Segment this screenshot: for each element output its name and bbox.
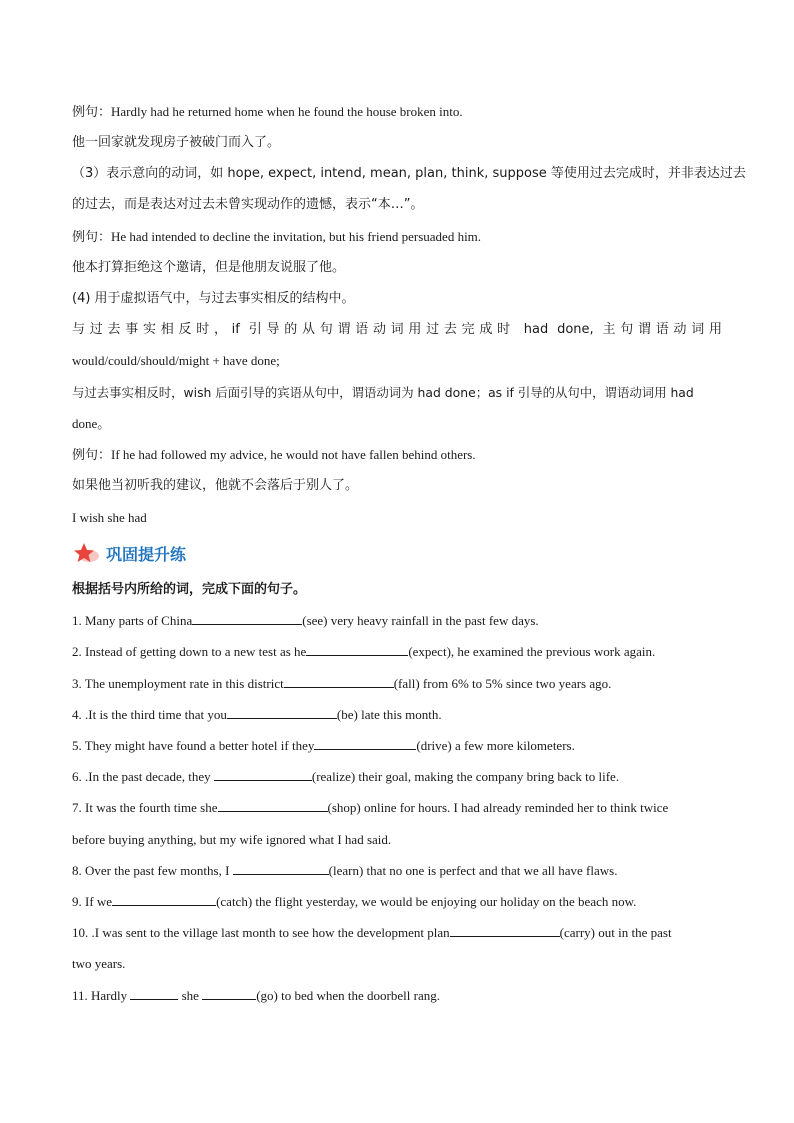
rule-if-clause-cont: would/could/should/might + have done; [72, 353, 280, 368]
section-title: 巩固提升练 [106, 544, 187, 564]
rule-point-3-cont: 的过去，而是表达对过去未曾实现动作的遗憾，表示“本…”。 [72, 197, 424, 212]
exercise-item: 4. .It is the third time that you (be) late this month. [72, 707, 442, 722]
answer-blank[interactable] [112, 893, 216, 906]
answer-blank[interactable] [314, 737, 416, 750]
answer-blank[interactable] [233, 862, 329, 875]
example-translation: 如果他当初听我的建议，他就不会落后于别人了。 [72, 478, 359, 493]
star-icon [72, 541, 100, 565]
exercise-item: 2. Instead of getting down to a new test as he (expect), he examined the previous work again. [72, 644, 656, 659]
rule-point-4: (4) 用于虚拟语气中，与过去事实相反的结构中。 [72, 291, 355, 306]
exercise-item-cont: two years. [72, 956, 126, 971]
answer-blank[interactable] [218, 799, 328, 812]
answer-blank[interactable] [202, 987, 256, 1000]
exercise-item: 1. Many parts of China (see) very heavy rainfall in the past few days. [72, 613, 539, 628]
example-translation: 他一回家就发现房子被破门而入了。 [72, 135, 281, 150]
rule-if-clause: 与过去事实相反时，if 引导的从句谓语动词用过去完成时 had done, 主句谓语动词用 [72, 322, 722, 337]
exercise-instructions: 根据括号内所给的词，完成下面的句子。 [72, 582, 307, 597]
section-header [72, 540, 186, 566]
answer-blank[interactable] [306, 643, 408, 656]
answer-blank[interactable] [450, 924, 560, 937]
answer-blank[interactable] [192, 612, 302, 625]
answer-blank[interactable] [214, 768, 312, 781]
rule-wish-clause: 与过去事实相反时，wish 后面引导的宾语从句中，谓语动词为 had done；as if 引导的从句中，谓语动词用 had [72, 385, 694, 400]
example-sentence: 例句：If he had followed my advice, he would not have fallen behind others. [72, 447, 476, 462]
exercise-item: 9. If we (catch) the flight yesterday, we would be enjoying our holiday on the beach now. [72, 894, 637, 909]
answer-blank[interactable] [227, 706, 337, 719]
answer-blank[interactable] [284, 675, 394, 688]
exercise-item: 11. Hardly she (go) to bed when the doorbell rang. [72, 988, 440, 1003]
rule-wish-clause-cont: done。 [72, 416, 111, 431]
exercise-item: 6. .In the past decade, they (realize) their goal, making the company bring back to life. [72, 769, 620, 784]
rule-point-3: （3）表示意向的动词，如 hope, expect, intend, mean, plan, think, suppose 等使用过去完成时，并非表达过去 [72, 166, 746, 181]
exercise-item: 3. The unemployment rate in this district (fall) from 6% to 5% since two years ago. [72, 676, 612, 691]
example-sentence: 例句：Hardly had he returned home when he found the house broken into. [72, 104, 463, 119]
example-sentence: 例句：He had intended to decline the invitation, but his friend persuaded him. [72, 229, 482, 244]
answer-blank[interactable] [130, 987, 178, 1000]
example-translation: 他本打算拒绝这个邀请，但是他朋友说服了他。 [72, 260, 346, 275]
example-fragment: I wish she had [72, 510, 147, 525]
exercise-item-cont: before buying anything, but my wife ignored what I had said. [72, 832, 392, 847]
exercise-item: 5. They might have found a better hotel if they (drive) a few more kilometers. [72, 738, 575, 753]
exercise-item: 8. Over the past few months, I (learn) that no one is perfect and that we all have flaws. [72, 863, 618, 878]
exercise-item: 10. .I was sent to the village last month to see how the development plan (carry) out in the past [72, 925, 672, 940]
exercise-item: 7. It was the fourth time she (shop) online for hours. I had already reminded her to think twice [72, 800, 669, 815]
